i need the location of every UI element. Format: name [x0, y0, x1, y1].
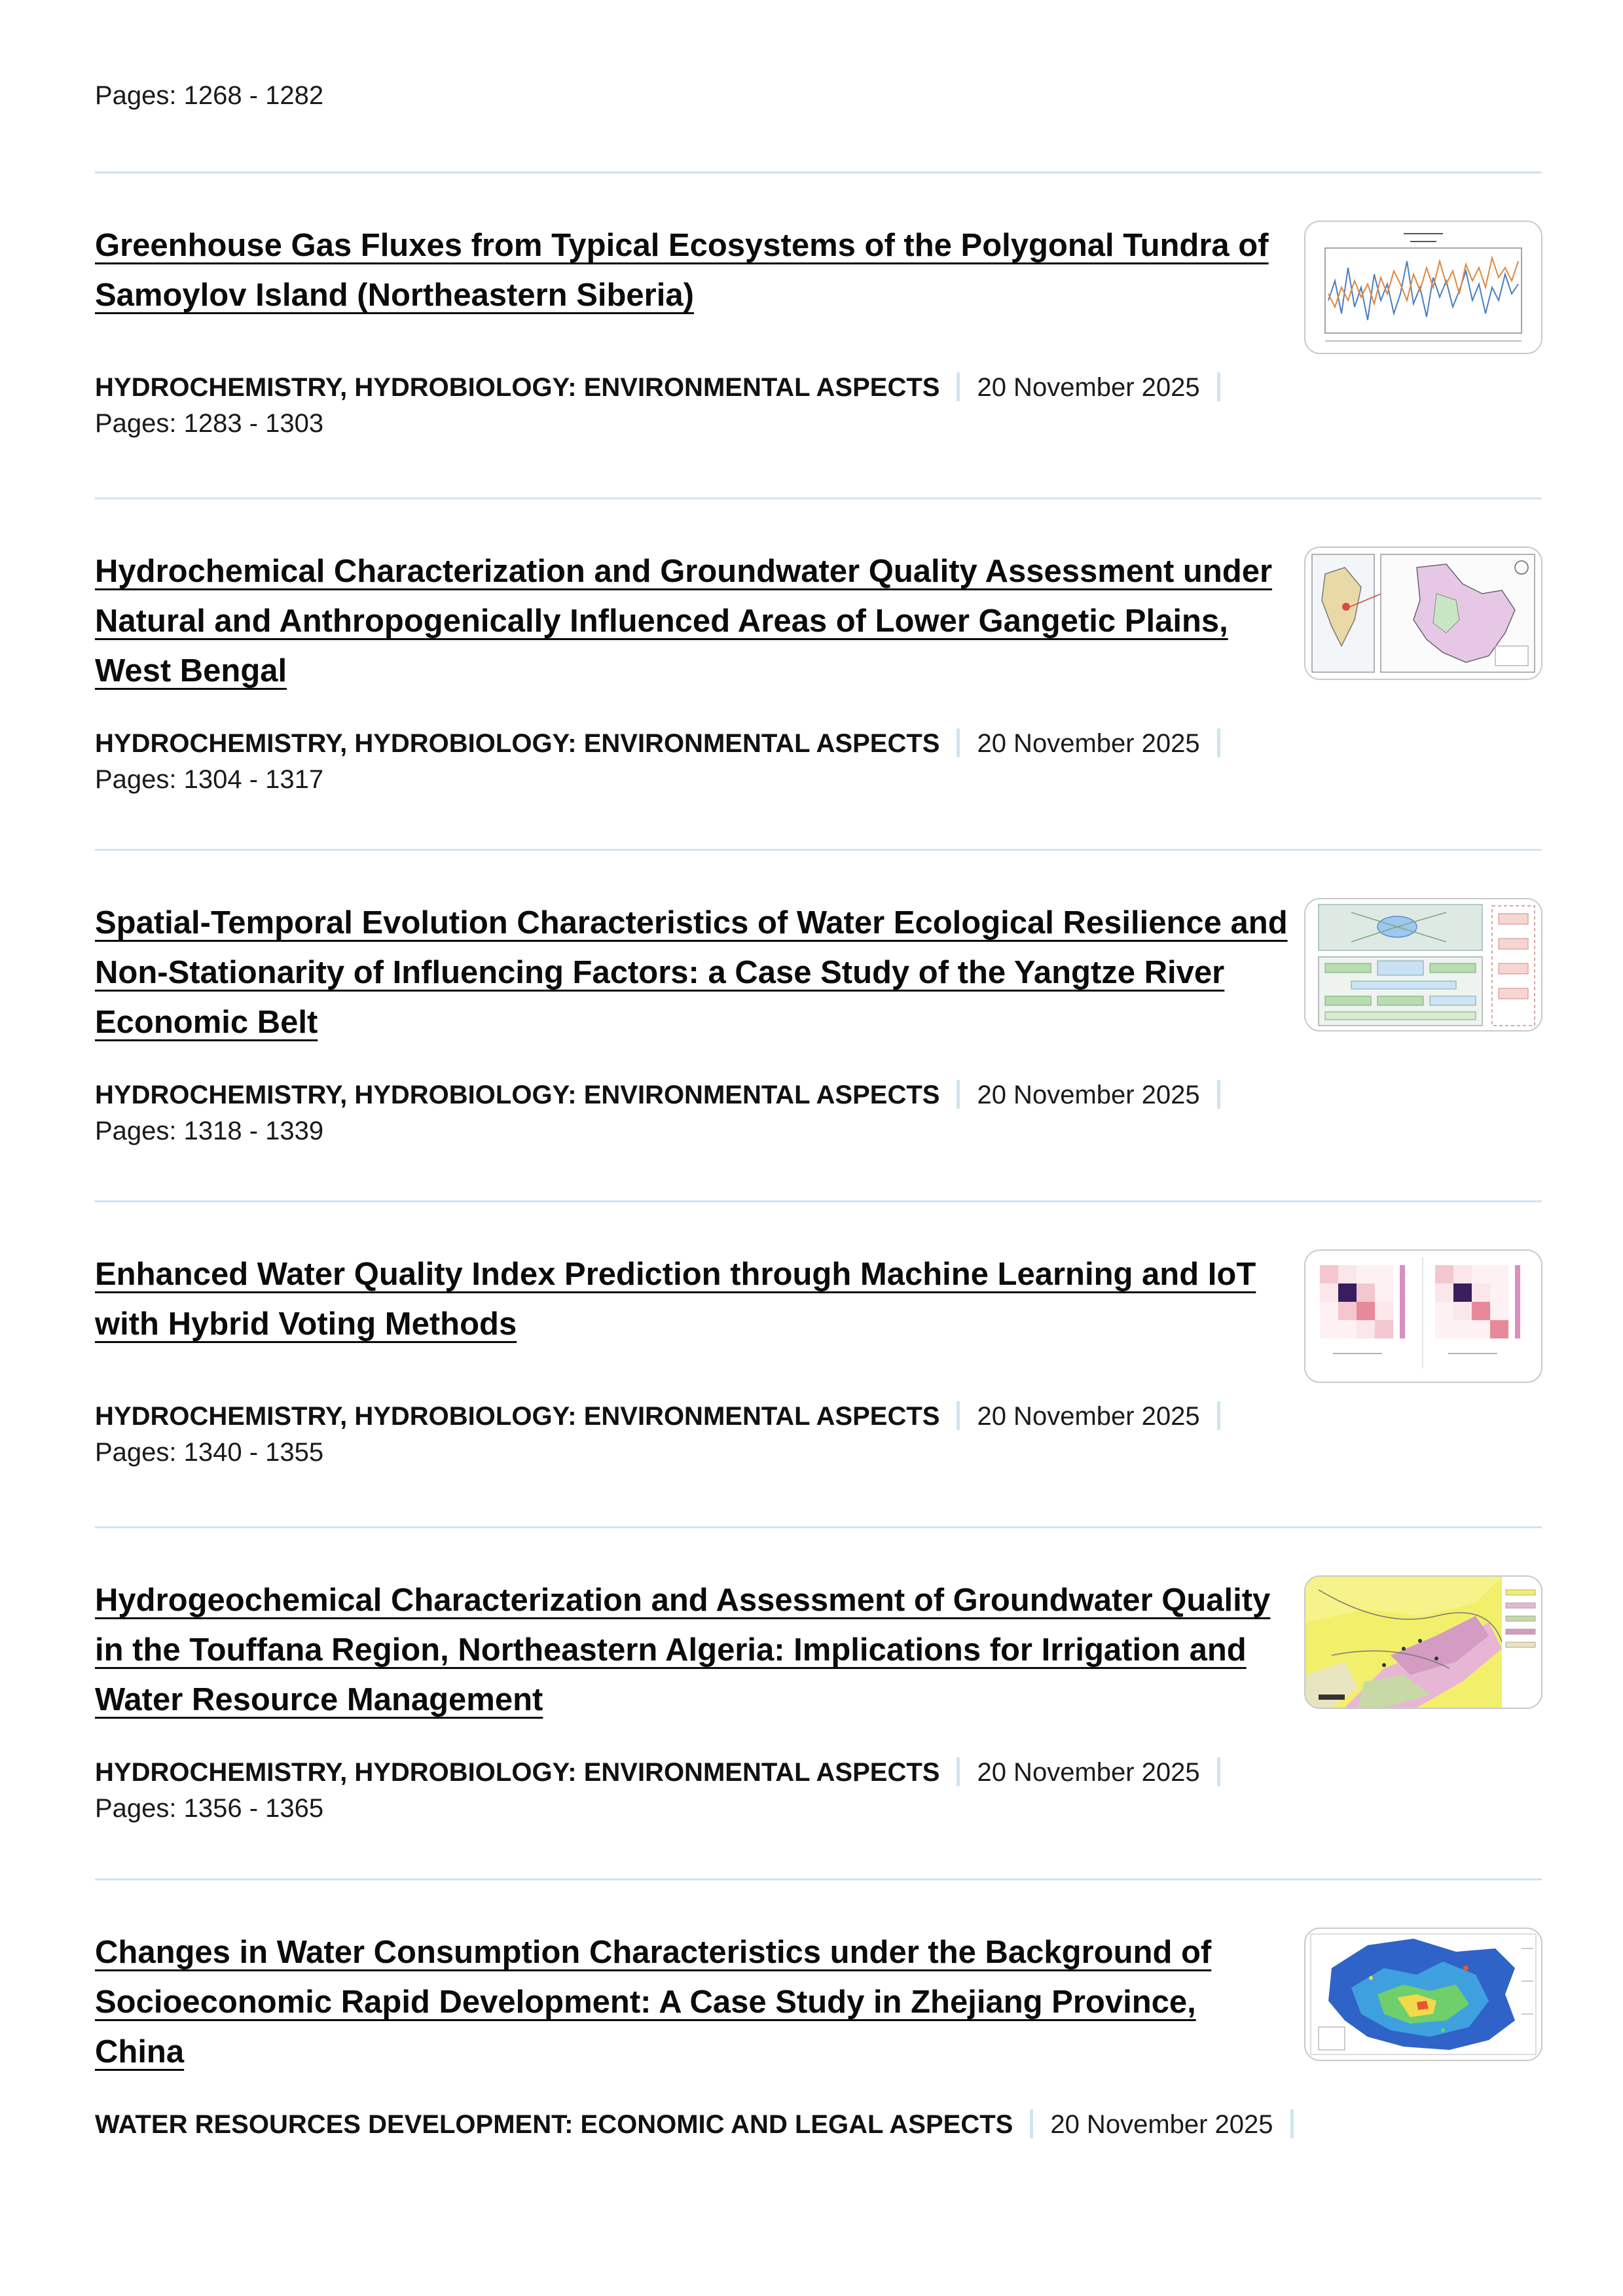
divider: [95, 1200, 1542, 1202]
divider: [95, 171, 1542, 173]
divider: [95, 1526, 1542, 1528]
article-item: [95, 547, 1542, 834]
article-title: [95, 547, 1293, 696]
article-date: 20 November 2025: [977, 1081, 1200, 1109]
province-map-thumbnail-image: [1305, 1929, 1541, 2060]
article-meta: [95, 2109, 1311, 2140]
flowchart-thumbnail-image: [1305, 899, 1541, 1030]
meta-separator: [1217, 728, 1220, 757]
meta-separator: [957, 372, 960, 401]
article-pages: Pages: 1340 - 1355: [95, 1438, 324, 1467]
article-title-link[interactable]: Hydrochemical Characterization and Groundwater Quality Assessment under Natural and Anthropogenically Influenced Areas of Lower Gangetic Plains, West Bengal: [95, 554, 1273, 689]
meta-separator: [957, 1757, 960, 1786]
meta-separator: [957, 1401, 960, 1430]
article-date: 20 November 2025: [977, 1758, 1200, 1787]
article-title: [95, 1249, 1293, 1349]
article-section: HYDROCHEMISTRY, HYDROBIOLOGY: ENVIRONMENTAL ASPECTS: [95, 1402, 940, 1431]
article-thumbnail[interactable]: [1304, 1249, 1542, 1383]
article-meta: [95, 1401, 1237, 1431]
article-pages: Pages: 1318 - 1339: [95, 1117, 324, 1145]
article-pages: Pages: 1283 - 1303: [95, 409, 324, 438]
divider: [95, 849, 1542, 851]
divider: [95, 1878, 1542, 1880]
meta-separator: [957, 1080, 960, 1109]
article-title: [95, 1928, 1293, 2077]
article-thumbnail[interactable]: [1304, 898, 1542, 1031]
confusion-matrix-thumbnail-image: [1305, 1251, 1541, 1382]
article-title-link[interactable]: Greenhouse Gas Fluxes from Typical Ecosystems of the Polygonal Tundra of Samoylov Island (Northeastern Siberia): [95, 228, 1269, 313]
meta-separator: [1030, 2109, 1033, 2138]
article-date: 20 November 2025: [977, 729, 1200, 758]
meta-separator: [957, 728, 960, 757]
article-section: HYDROCHEMISTRY, HYDROBIOLOGY: ENVIRONMENTAL ASPECTS: [95, 373, 940, 402]
article-section: HYDROCHEMISTRY, HYDROBIOLOGY: ENVIRONMENTAL ASPECTS: [95, 1758, 940, 1787]
meta-separator: [1217, 1401, 1220, 1430]
article-pages: Pages: 1304 - 1317: [95, 765, 324, 794]
article-title-link[interactable]: Hydrogeochemical Characterization and Assessment of Groundwater Quality in the Touffana Region, Northeastern Algeria: Implications for Irrigation and Water Resource Management: [95, 1583, 1271, 1717]
article-item: [95, 1575, 1542, 1863]
article-meta: [95, 1080, 1237, 1110]
article-item: [95, 898, 1542, 1186]
article-title-link[interactable]: Spatial-Temporal Evolution Characteristics of Water Ecological Resilience and Non-Stationarity of Influencing Factors: a Case Study of the Yangtze River Economic Belt: [95, 905, 1288, 1040]
article-title-link[interactable]: Changes in Water Consumption Characteristics under the Background of Socioeconomic Rapid Development: A Case Study in Zhejiang Province, China: [95, 1935, 1212, 2070]
meta-separator: [1217, 1757, 1220, 1786]
meta-separator: [1217, 372, 1220, 401]
meta-separator: [1217, 1080, 1220, 1109]
article-pages: Pages: 1356 - 1365: [95, 1794, 324, 1823]
article-thumbnail[interactable]: [1304, 1575, 1542, 1709]
article-date: 20 November 2025: [1050, 2110, 1273, 2139]
article-section: HYDROCHEMISTRY, HYDROBIOLOGY: ENVIRONMENTAL ASPECTS: [95, 729, 940, 758]
line-chart-thumbnail-image: [1305, 222, 1541, 353]
article-section: HYDROCHEMISTRY, HYDROBIOLOGY: ENVIRONMENTAL ASPECTS: [95, 1081, 940, 1109]
article-meta: [95, 372, 1237, 403]
article-meta: [95, 728, 1237, 759]
article-thumbnail[interactable]: [1304, 1928, 1542, 2061]
previous-article-pages: Pages: 1268 - 1282: [95, 81, 324, 110]
article-date: 20 November 2025: [977, 1402, 1200, 1431]
meta-separator: [1290, 2109, 1294, 2138]
article-title: [95, 1575, 1293, 1725]
divider: [95, 497, 1542, 499]
article-title-link[interactable]: Enhanced Water Quality Index Prediction through Machine Learning and IoT with Hybrid Voting Methods: [95, 1257, 1256, 1342]
article-section: WATER RESOURCES DEVELOPMENT: ECONOMIC AND LEGAL ASPECTS: [95, 2110, 1013, 2139]
article-thumbnail[interactable]: [1304, 221, 1542, 354]
article-title: [95, 898, 1293, 1047]
article-item: [95, 1249, 1542, 1537]
article-meta: [95, 1757, 1237, 1787]
article-item: [95, 1928, 1542, 2215]
article-title: [95, 221, 1293, 320]
article-thumbnail[interactable]: [1304, 547, 1542, 680]
geological-map-thumbnail-image: [1305, 1577, 1541, 1708]
article-date: 20 November 2025: [977, 373, 1200, 402]
article-item: [95, 221, 1542, 509]
study-area-map-thumbnail-image: [1305, 548, 1541, 679]
